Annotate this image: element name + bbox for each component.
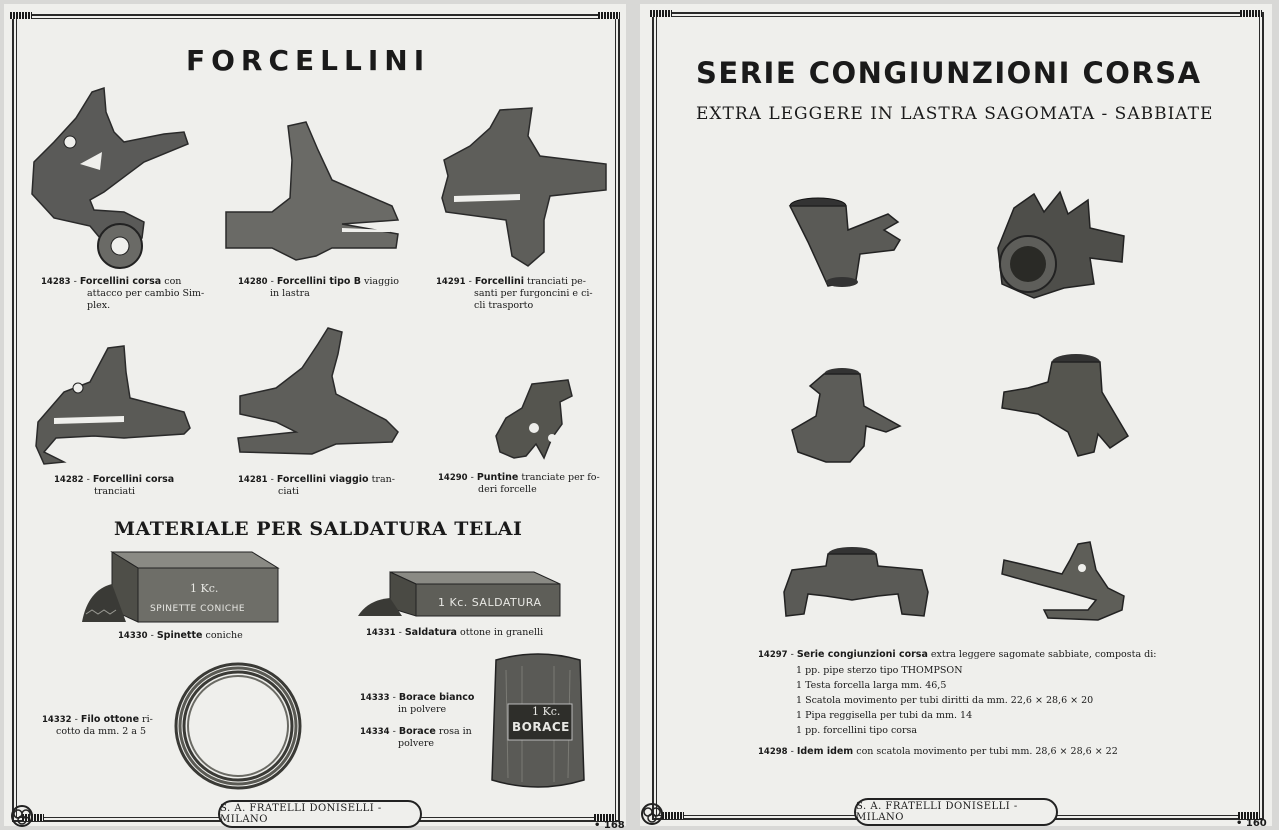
material-caption: 14332 - Filo ottone ri- cotto da mm. 2 a 5 bbox=[42, 714, 172, 738]
product-name: Forcellini corsa bbox=[79, 276, 162, 287]
wire-coil-image bbox=[170, 658, 306, 794]
product-desc: ottone in granelli bbox=[459, 627, 544, 638]
box-image bbox=[354, 570, 564, 620]
product-desc: con scatola movimento per tubi mm. 28,6 × 28,6 × 22 bbox=[856, 746, 1118, 757]
product-code: 14281 bbox=[238, 475, 268, 485]
product-desc: tranciati bbox=[94, 486, 136, 497]
product-name: Puntine bbox=[476, 472, 519, 483]
product-code: 14334 bbox=[360, 727, 390, 737]
product-code: 14330 bbox=[118, 631, 148, 641]
product-code: 14283 bbox=[41, 277, 71, 287]
page-title: FORCELLINI bbox=[186, 44, 431, 77]
product-name: Forcellini viaggio bbox=[276, 474, 369, 485]
bag-label: 1 Kc. bbox=[532, 705, 561, 718]
material-caption: 14334 - Borace rosa in polvere bbox=[360, 726, 490, 750]
dropout-image bbox=[222, 120, 402, 266]
material-caption: 14330 - Spinette coniche bbox=[118, 630, 243, 641]
product-desc: viaggio bbox=[364, 276, 400, 287]
product-caption: 14280 - Forcellini tipo B viaggio in lastra bbox=[238, 276, 408, 300]
corner-ornament bbox=[598, 12, 620, 19]
page-number: • 160 bbox=[1236, 818, 1267, 829]
product-desc: con bbox=[164, 276, 182, 287]
product-name: Borace bianco bbox=[398, 692, 475, 703]
product-name: Idem idem bbox=[796, 746, 854, 757]
product-desc: santi per furgoncini e ci- bbox=[474, 288, 593, 299]
list-item: 1 Scatola movimento per tubi diritti da mm. 22,6 × 28,6 × 20 bbox=[796, 695, 1094, 706]
page-number-value: 168 bbox=[603, 820, 625, 830]
box-label: SPINETTE CONICHE bbox=[150, 604, 246, 614]
product-name: Borace bbox=[398, 726, 436, 737]
dropout-image bbox=[236, 324, 402, 462]
product-name: Serie congiunzioni corsa bbox=[796, 649, 928, 660]
product-desc: rosa in bbox=[438, 726, 472, 737]
product-code: 14297 bbox=[758, 650, 788, 660]
dropout-image bbox=[24, 82, 194, 274]
product-desc: attacco per cambio Sim- bbox=[87, 288, 205, 299]
company-logo-icon bbox=[10, 804, 34, 828]
product-code: 14298 bbox=[758, 747, 788, 757]
product-code: 14280 bbox=[238, 277, 268, 287]
product-desc: ri- bbox=[142, 714, 153, 725]
product-desc: deri forcelle bbox=[478, 484, 537, 495]
product-desc: tranciati pe- bbox=[527, 276, 586, 287]
product-desc: polvere bbox=[398, 738, 434, 749]
product-name: Spinette bbox=[156, 630, 203, 641]
list-item: 1 Pipa reggisella per tubi da mm. 14 bbox=[796, 710, 973, 721]
components-list bbox=[758, 663, 1238, 738]
product-desc: tranciate per fo- bbox=[521, 472, 600, 483]
product-desc: cotto da mm. 2 a 5 bbox=[56, 726, 147, 737]
product-desc: tran- bbox=[371, 474, 395, 485]
product-code: 14331 bbox=[366, 628, 396, 638]
entry-line: 14298 - Idem idem con scatola movimento per tubi mm. 28,6 × 28,6 × 22 bbox=[758, 746, 1118, 757]
dropout-image bbox=[998, 540, 1130, 624]
head-lug-image bbox=[998, 352, 1130, 458]
box-image bbox=[78, 550, 282, 626]
point-image bbox=[492, 378, 576, 462]
product-desc: cli trasporto bbox=[474, 300, 534, 311]
list-item: 1 pp. forcellini tipo corsa bbox=[796, 725, 918, 736]
product-name: Saldatura bbox=[404, 627, 457, 638]
box-label: 1 Kc. bbox=[190, 582, 219, 595]
catalog-page-left bbox=[4, 4, 626, 830]
product-desc: plex. bbox=[87, 300, 111, 311]
product-name: Forcellini corsa bbox=[92, 474, 175, 485]
material-caption: 14333 - Borace bianco in polvere bbox=[360, 692, 490, 716]
footer-publisher: S. A. FRATELLI DONISELLI - MILANO bbox=[854, 798, 1058, 826]
dropout-image bbox=[440, 106, 610, 272]
page-number: • 168 bbox=[594, 820, 625, 830]
dropout-image bbox=[34, 342, 194, 466]
page-title: SERIE CONGIUNZIONI CORSA bbox=[696, 56, 1202, 90]
head-lug-image bbox=[788, 194, 902, 290]
product-caption: 14282 - Forcellini corsa tranciati bbox=[54, 474, 224, 498]
page-subtitle: EXTRA LEGGERE IN LASTRA SAGOMATA - SABBIATE bbox=[696, 104, 1214, 124]
fork-crown-image bbox=[782, 544, 932, 622]
product-desc: ciati bbox=[278, 486, 299, 497]
product-code: 14290 bbox=[438, 473, 468, 483]
product-code: 14282 bbox=[54, 475, 84, 485]
product-name: Forcellini bbox=[474, 276, 525, 287]
entry-line: 14297 - Serie congiunzioni corsa extra leggere sagomate sabbiate, composta di: bbox=[758, 649, 1157, 660]
corner-ornament bbox=[1240, 10, 1262, 17]
bottom-bracket-image bbox=[994, 188, 1130, 304]
product-caption: 14291 - Forcellini tranciati pe- santi per furgoncini e ci- cli trasporto bbox=[436, 276, 606, 312]
footer-publisher: S. A. FRATELLI DONISELLI - MILANO bbox=[218, 800, 422, 828]
product-name: Forcellini tipo B bbox=[276, 276, 361, 287]
product-desc: in polvere bbox=[398, 704, 447, 715]
product-desc: coniche bbox=[205, 630, 243, 641]
corner-ornament bbox=[650, 10, 672, 17]
bag-label: BORACE bbox=[512, 720, 570, 734]
corner-ornament bbox=[10, 12, 32, 19]
product-desc: in lastra bbox=[270, 288, 310, 299]
product-description bbox=[758, 647, 1238, 760]
list-item: 1 pp. pipe sterzo tipo THOMPSON bbox=[796, 665, 963, 676]
product-code: 14333 bbox=[360, 693, 390, 703]
corner-ornament bbox=[662, 812, 684, 819]
product-caption: 14281 - Forcellini viaggio tran- ciati bbox=[238, 474, 418, 498]
box-label: 1 Kc. SALDATURA bbox=[438, 596, 542, 609]
list-item: 1 Testa forcella larga mm. 46,5 bbox=[796, 680, 947, 691]
material-caption: 14331 - Saldatura ottone in granelli bbox=[366, 627, 544, 638]
product-caption: 14290 - Puntine tranciate per fo- deri forcelle bbox=[438, 472, 608, 496]
catalog-page-right bbox=[640, 4, 1272, 829]
product-code: 14291 bbox=[436, 277, 466, 287]
product-caption: 14283 - Forcellini corsa con attacco per cambio Sim- plex. bbox=[41, 276, 211, 312]
page-number-value: 160 bbox=[1245, 818, 1267, 829]
product-code: 14332 bbox=[42, 715, 72, 725]
section-title: MATERIALE PER SALDATURA TELAI bbox=[114, 518, 523, 540]
seat-lug-image bbox=[790, 366, 908, 466]
product-name: Filo ottone bbox=[80, 714, 140, 725]
company-logo-icon bbox=[640, 802, 664, 826]
product-desc: extra leggere sagomate sabbiate, composta di: bbox=[930, 649, 1157, 660]
